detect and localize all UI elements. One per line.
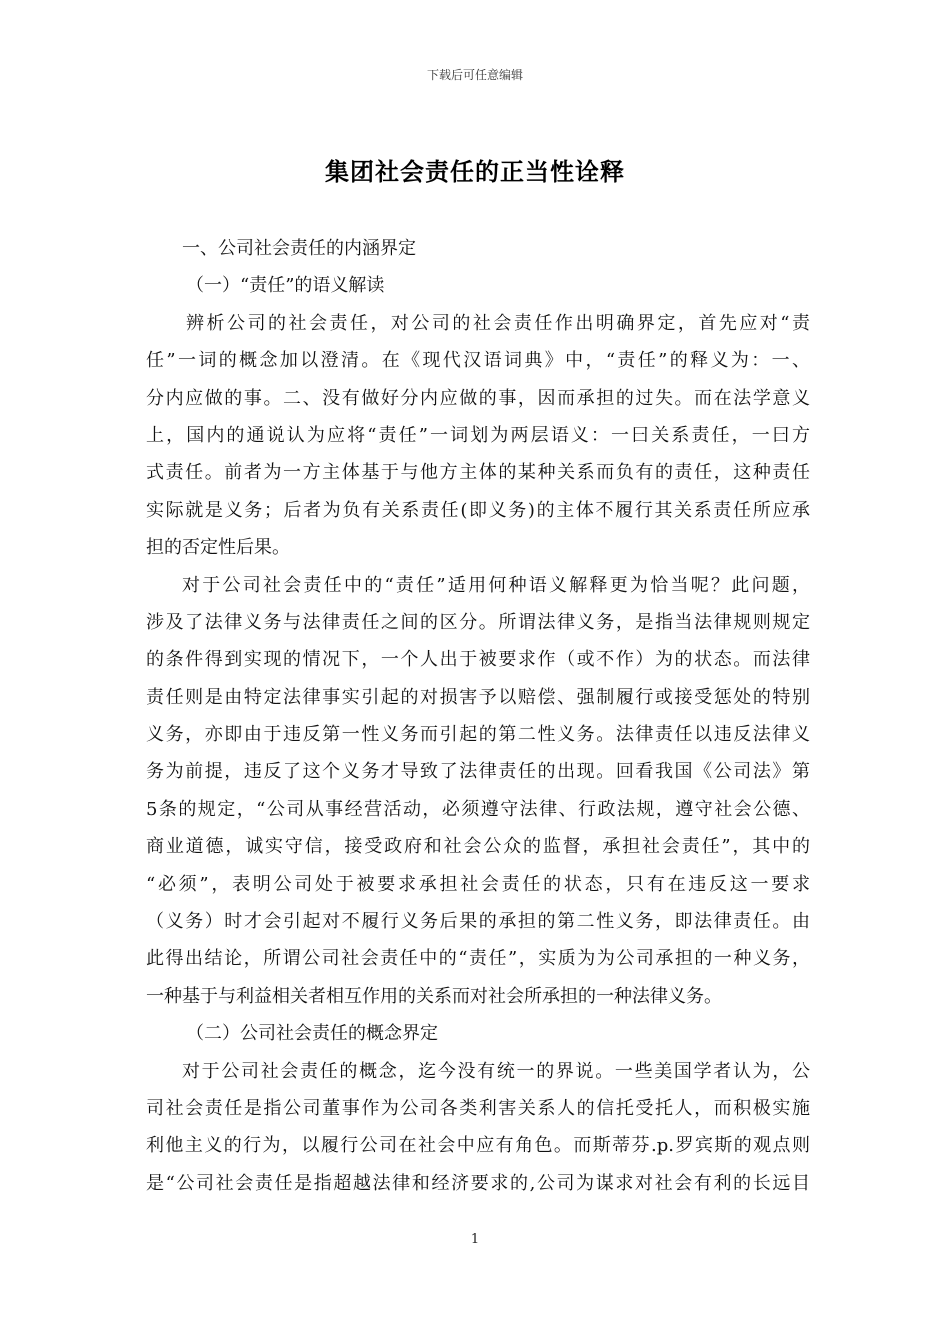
body-text-line: 此得出结论，所谓公司社会责任中的“责任”，实质为为公司承担的一种义务， — [146, 948, 810, 970]
body-text-line: 辨析公司的社会责任，对公司的社会责任作出明确界定，首先应对“责 — [186, 312, 810, 334]
body-text-line: 担的否定性后果。 — [146, 537, 290, 559]
body-text-line: 上，国内的通说认为应将“责任”一词划为两层语义：一曰关系责任，一曰方 — [146, 424, 810, 446]
page-number: 1 — [470, 1232, 480, 1247]
body-text-line: 是“公司社会责任是指超越法律和经济要求的,公司为谋求对社会有利的长远目 — [146, 1172, 810, 1194]
body-text-line: “必须”，表明公司处于被要求承担社会责任的状态，只有在违反这一要求 — [146, 873, 810, 895]
body-text-line: 义务，亦即由于违反第一性义务而引起的第二性义务。法律责任以违反法律义 — [146, 724, 810, 746]
body-text-line: 对于公司社会责任的概念，迄今没有统一的界说。一些美国学者认为，公 — [182, 1060, 810, 1082]
body-text-line: 司社会责任是指公司董事作为公司各类利害关系人的信托受托人，而积极实施 — [146, 1097, 810, 1119]
document-body — [146, 230, 810, 1202]
body-text-line: 一、公司社会责任的内涵界定 — [182, 238, 416, 259]
body-text-line: 实际就是义务；后者为负有关系责任(即义务)的主体不履行其关系责任所应承 — [146, 499, 810, 521]
body-text-line: 5条的规定，“公司从事经营活动，必须遵守法律、行政法规，遵守社会公德、 — [146, 798, 810, 820]
body-text-line: 责任则是由特定法律事实引起的对损害予以赔偿、强制履行或接受惩处的特别 — [146, 686, 810, 708]
body-text-line: 一种基于与利益相关者相互作用的关系而对社会所承担的一种法律义务。 — [146, 985, 722, 1007]
body-text-line: （二）公司社会责任的概念界定 — [186, 1023, 438, 1045]
document-title: 集团社会责任的正当性诠释 — [325, 158, 625, 186]
body-text-line: 分内应做的事。二、没有做好分内应做的事，因而承担的过失。而在法学意义 — [146, 387, 810, 409]
body-text-line: 务为前提，违反了这个义务才导致了法律责任的出现。回看我国《公司法》第 — [146, 761, 810, 783]
body-text-line: 利他主义的行为，以履行公司在社会中应有角色。而斯蒂芬.p.罗宾斯的观点则 — [146, 1135, 810, 1157]
body-text-line: 涉及了法律义务与法律责任之间的区分。所谓法律义务，是指当法律规则规定 — [146, 611, 810, 633]
body-text-line: （一）“责任”的语义解读 — [186, 275, 385, 297]
body-text-line: 对于公司社会责任中的“责任”适用何种语义解释更为恰当呢？此问题， — [182, 574, 810, 596]
body-text-line: 商业道德，诚实守信，接受政府和社会公众的监督，承担社会责任”，其中的 — [146, 836, 810, 858]
body-text-line: （义务）时才会引起对不履行义务后果的承担的第二性义务，即法律责任。由 — [146, 911, 810, 933]
page-header-note: 下载后可任意编辑 — [426, 68, 523, 82]
body-text-line: 任”一词的概念加以澄清。在《现代汉语词典》中，“责任”的释义为：一、 — [146, 350, 810, 372]
body-text-line: 式责任。前者为一方主体基于与他方主体的某种关系而负有的责任，这种责任 — [146, 462, 810, 484]
body-text-line: 的条件得到实现的情况下，一个人出于被要求作（或不作）为的状态。而法律 — [146, 649, 810, 671]
